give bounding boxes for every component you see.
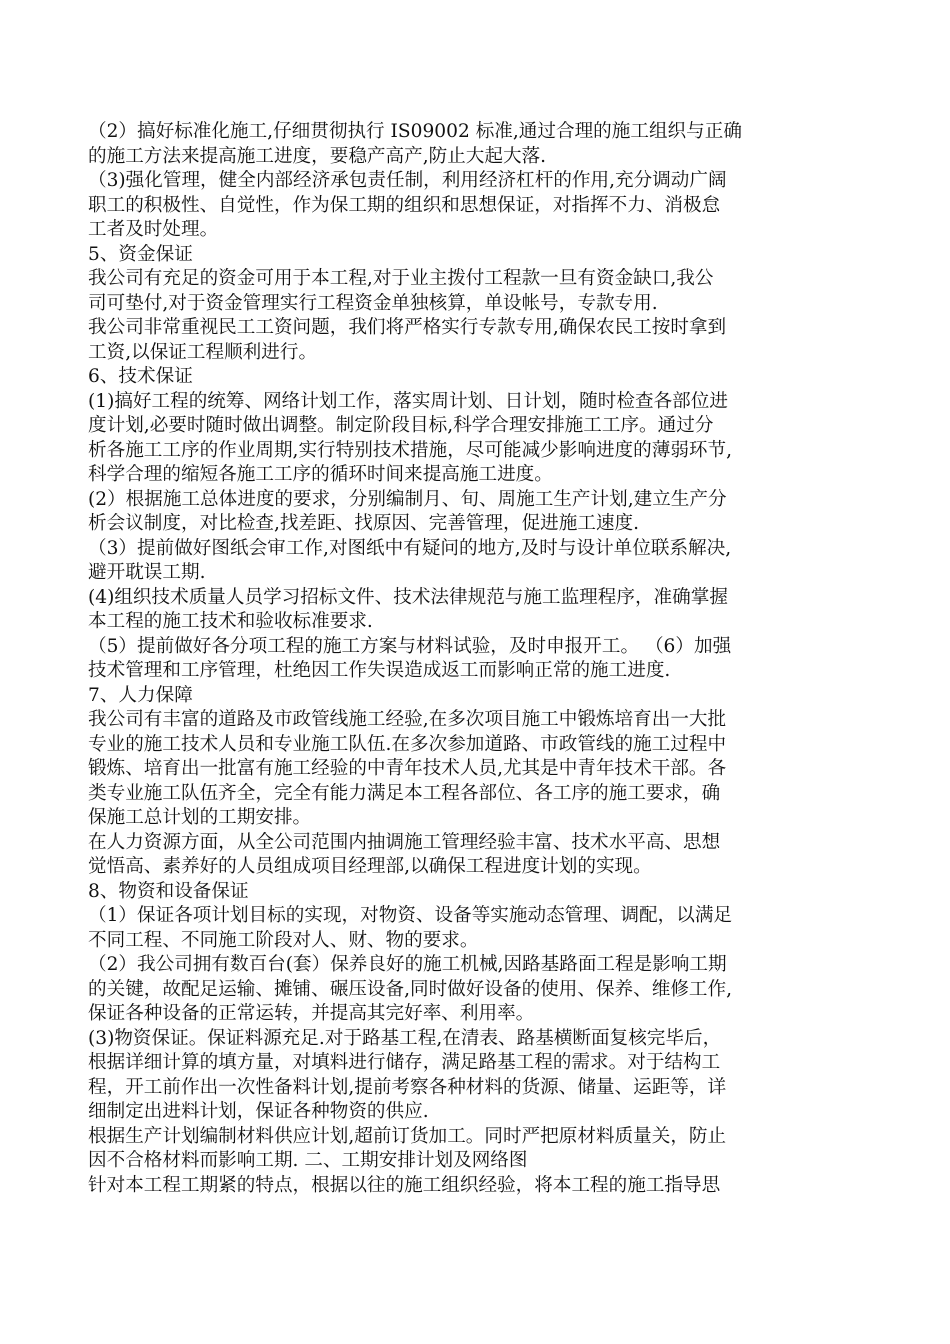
text-line: 专业的施工技术人员和专业施工队伍.在多次参加道路、市政管线的施工过程中 xyxy=(88,733,727,755)
text-line: 5、资金保证 xyxy=(88,243,193,265)
text-line: 类专业施工队伍齐全，完全有能力满足本工程各部位、各工序的施工要求，确 xyxy=(88,782,721,804)
text-line: 根据详细计算的填方量，对填料进行储存，满足路基工程的需求。对于结构工 xyxy=(88,1052,721,1073)
text-line: (2）根据施工总体进度的要求，分别编制月、旬、周施工生产计划,建立生产分 xyxy=(88,488,727,510)
text-line: 觉悟高、素养好的人员组成项目经理部,以确保工程进度计划的实现。 xyxy=(88,856,652,877)
text-line: 我公司有充足的资金可用于本工程,对于业主拨付工程款一旦有资金缺口,我公 xyxy=(88,268,714,289)
text-line: （1）保证各项计划目标的实现，对物资、设备等实施动态管理、调配，以满足 xyxy=(88,905,733,926)
document-body xyxy=(88,120,863,1198)
text-line: 针对本工程工期紧的特点，根据以往的施工组织经验，将本工程的施工指导思 xyxy=(88,1174,721,1196)
text-line: 在人力资源方面，从全公司范围内抽调施工管理经验丰富、技术水平高、思想 xyxy=(88,831,721,853)
text-line: 我公司有丰富的道路及市政管线施工经验,在多次项目施工中锻炼培育出一大批 xyxy=(88,709,727,730)
text-line: 7、人力保障 xyxy=(88,684,193,706)
text-line: （3）提前做好图纸会审工作,对图纸中有疑问的地方,及时与设计单位联系解决, xyxy=(88,537,732,559)
text-line: 的施工方法来提高施工进度，要稳产高产,防止大起大落. xyxy=(88,145,547,167)
text-line: 避开耽误工期. xyxy=(88,562,206,583)
text-line: 根据生产计划编制材料供应计划,超前订货加工。同时严把原材料质量关，防止 xyxy=(88,1125,727,1147)
text-line: 工者及时处理。 xyxy=(88,219,219,240)
text-line: 本工程的施工技术和验收标准要求. xyxy=(88,611,373,632)
text-line: (1)搞好工程的统筹、网络计划工作，落实周计划、日计划，随时检查各部位进 xyxy=(88,390,728,412)
text-line: 司可垫付,对于资金管理实行工程资金单独核算，单设帐号，专款专用. xyxy=(88,292,658,314)
text-line: 我公司非常重视民工工资问题，我们将严格实行专款专用,确保农民工按时拿到 xyxy=(88,317,727,338)
text-line: 科学合理的缩短各施工工序的循环时间来提高施工进度。 xyxy=(88,464,553,485)
text-line: 不同工程、不同施工阶段对人、财、物的要求。 xyxy=(88,929,479,951)
text-line: 析各施工工序的作业周期,实行特别技术措施，尽可能减少影响进度的薄弱环节, xyxy=(88,439,733,461)
text-line: 保证各种设备的正常运转，并提高其完好率、利用率。 xyxy=(88,1003,535,1024)
text-line: (3)物资保证。保证料源充足.对于路基工程,在清表、路基横断面复核完毕后， xyxy=(88,1027,722,1049)
text-line: （2）搞好标准化施工,仔细贯彻执行 IS09002 标准,通过合理的施工组织与正确 xyxy=(88,121,742,142)
text-line: 析会议制度，对比检查,找差距、找原因、完善管理，促进施工速度. xyxy=(88,513,640,534)
text-line: 8、物资和设备保证 xyxy=(88,880,249,902)
text-line: （3)强化管理，健全内部经济承包责任制，利用经济杠杆的作用,充分调动广阔 xyxy=(88,170,727,191)
text-line: 6、技术保证 xyxy=(88,366,193,387)
text-line: （2）我公司拥有数百台(套）保养良好的施工机械,因路基路面工程是影响工期 xyxy=(88,954,727,975)
text-line: 细制定出进料计划，保证各种物资的供应. xyxy=(88,1101,429,1122)
text-line: （5）提前做好各分项工程的施工方案与材料试验，及时申报开工。 （6）加强 xyxy=(88,635,732,657)
text-line: (4)组织技术质量人员学习招标文件、技术法律规范与施工监理程序，准确掌握 xyxy=(88,586,728,608)
text-line: 度计划,必要时随时做出调整。制定阶段目标,科学合理安排施工工序。通过分 xyxy=(88,415,714,436)
text-line: 保施工总计划的工期安排。 xyxy=(88,807,312,828)
text-line: 工资,以保证工程顺利进行。 xyxy=(88,341,318,363)
text-line: 技术管理和工序管理，杜绝因工作失误造成返工而影响正常的施工进度. xyxy=(88,660,671,681)
text-line: 程，开工前作出一次性备料计划,提前考察各种材料的货源、储量、运距等，详 xyxy=(88,1076,727,1098)
text-line: 因不合格材料而影响工期. 二、工期安排计划及网络图 xyxy=(88,1150,528,1171)
text-line: 职工的积极性、自觉性，作为保工期的组织和思想保证，对指挥不力、消极怠 xyxy=(88,194,721,216)
text-line: 的关键，故配足运输、摊铺、碾压设备,同时做好设备的使用、保养、维修工作, xyxy=(88,978,733,1000)
text-line: 锻炼、培育出一批富有施工经验的中青年技术人员,尤其是中青年技术干部。各 xyxy=(88,758,727,779)
